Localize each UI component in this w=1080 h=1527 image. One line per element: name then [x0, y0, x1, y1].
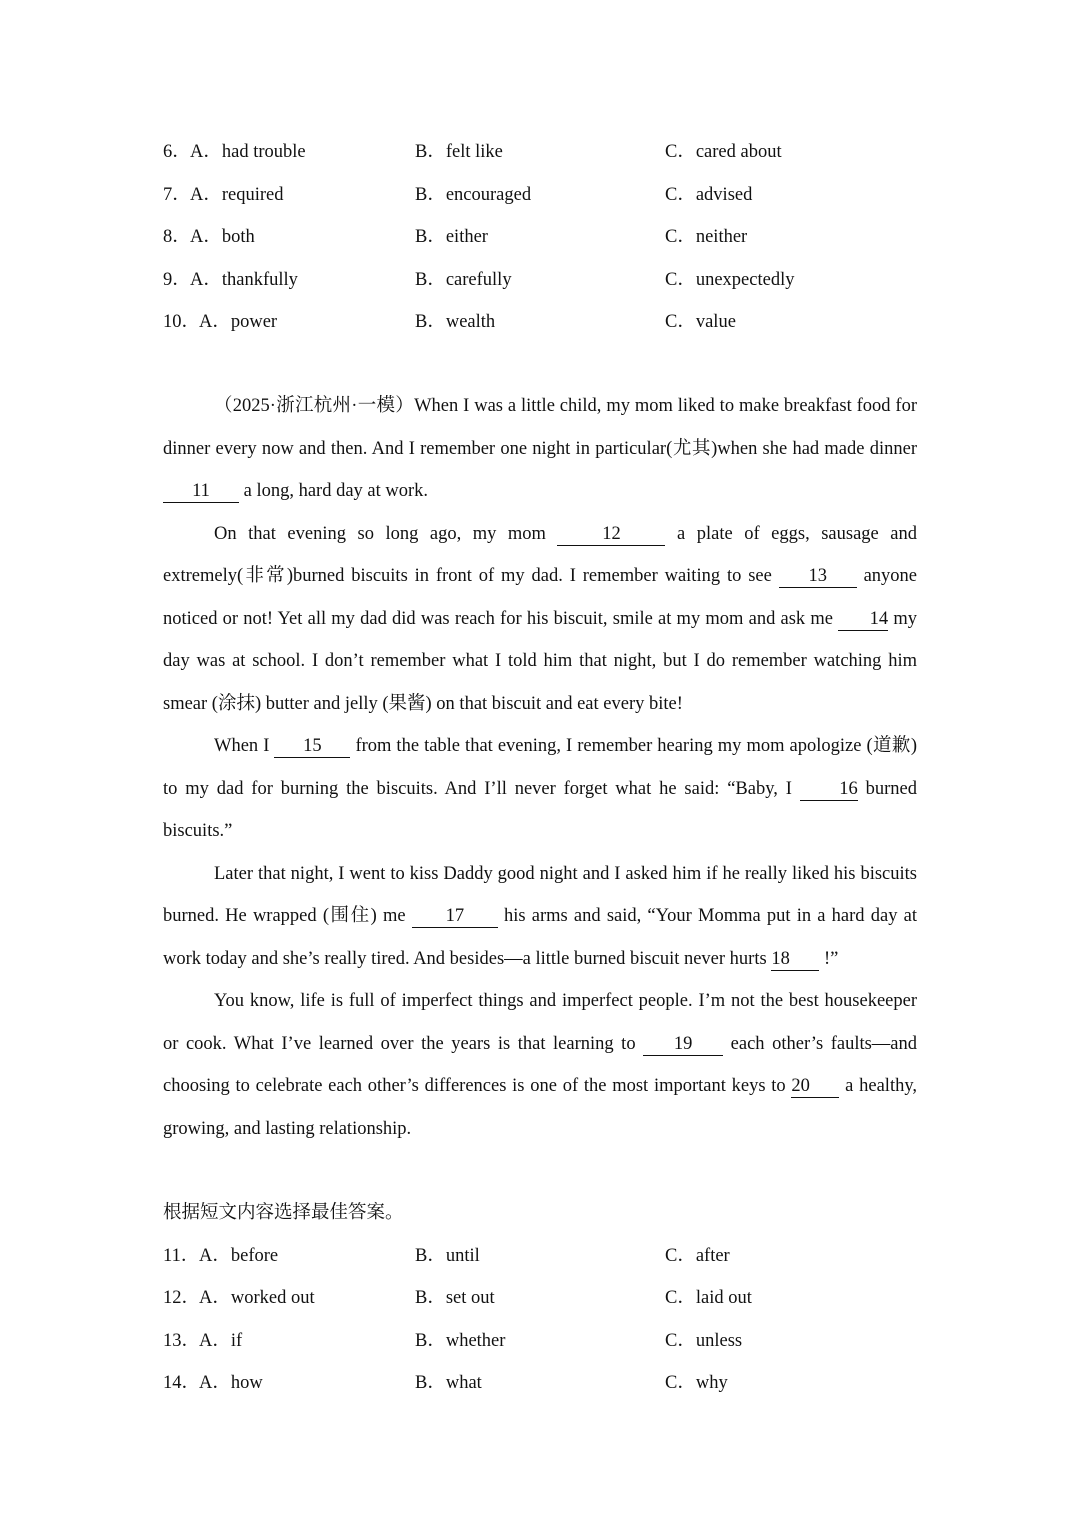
question-row-8 [163, 222, 923, 252]
blank-20: 20 [791, 1075, 839, 1098]
question-row-13 [163, 1326, 923, 1356]
option-c: C．cared about [665, 142, 782, 162]
question-row-10 [163, 307, 923, 337]
paragraph-text: a plate of eggs, sausage and extremely(非常)burned biscuits in front of my dad. I remember waiting to see [163, 523, 917, 586]
paragraph-text: from the table that evening, I remember hearing my mom apologize (道歉) to my dad for burning the biscuits. And I’ll never forget what he said: “Baby, I [163, 736, 917, 799]
option-b: B．whether [415, 1331, 506, 1351]
paragraph-text: anyone noticed or not! Yet all my dad did was reach for his biscuit, smile at my mom and ask me [163, 566, 917, 629]
question-row-12 [163, 1283, 923, 1313]
question-row-9 [163, 265, 923, 295]
cloze-passage [163, 385, 917, 1150]
question-number: 8． [163, 227, 191, 247]
question-row-6 [163, 137, 923, 167]
option-a: A．how [199, 1373, 263, 1393]
option-b: B．felt like [415, 142, 503, 162]
paragraph-text: !” [819, 948, 839, 969]
paragraph-text: my day was at school. I don’t remember what I told him that night, but I do remember watching him smear (涂抹) butter and jelly (果酱) on that biscuit and eat every bite! [163, 608, 918, 714]
question-row-11 [163, 1241, 923, 1271]
option-c: C．value [665, 312, 736, 332]
option-c: C．unexpectedly [665, 270, 795, 290]
paragraph-3 [163, 725, 917, 853]
blank-19: 19 [643, 1033, 723, 1056]
option-c: C．why [665, 1373, 728, 1393]
instruction-text: 根据短文内容选择最佳答案。 [163, 1203, 404, 1223]
question-number: 13． [163, 1331, 201, 1351]
question-number: 12． [163, 1288, 201, 1308]
option-a: A．before [199, 1246, 279, 1266]
question-number: 6． [163, 142, 191, 162]
option-c: C．unless [665, 1331, 743, 1351]
source-label: （2025·浙江杭州·一模） [214, 396, 415, 416]
paragraph-text: a healthy, growing, and lasting relationship. [163, 1076, 918, 1139]
blank-16: 16 [800, 778, 858, 801]
option-b: B．until [415, 1246, 480, 1266]
question-row-7 [163, 180, 923, 210]
paragraph-text: a long, hard day at work. [239, 481, 429, 501]
option-b: B．either [415, 227, 488, 247]
paragraph-4 [163, 853, 917, 981]
question-number: 11． [163, 1246, 200, 1266]
question-number: 14． [163, 1373, 201, 1393]
question-number: 9． [163, 270, 191, 290]
option-a: A．worked out [199, 1288, 315, 1308]
blank-14: 14 [838, 608, 888, 631]
option-c: C．after [665, 1246, 730, 1266]
paragraph-text: burned biscuits.” [163, 778, 917, 841]
option-a: A．required [190, 185, 284, 205]
option-a: A．power [199, 312, 278, 332]
paragraph-text: You know, life is full of imperfect things and imperfect people. I’m not the best housekeeper or cook. What I’ve learned over the years is that learning to [163, 991, 917, 1054]
paragraph-2 [163, 513, 917, 726]
option-a: A．both [190, 227, 255, 247]
blank-12: 12 [557, 523, 665, 546]
paragraph-text: his arms and said, “Your Momma put in a hard day at work today and she’s really tired. And besides—a little burned biscuit never hurts [163, 906, 917, 969]
paragraph-text: Later that night, I went to kiss Daddy good night and I asked him if he really liked his biscuits burned. He wrapped (围住) me [163, 863, 917, 926]
option-b: B．encouraged [415, 185, 532, 205]
option-b: B．what [415, 1373, 482, 1393]
blank-18: 18 [771, 948, 819, 971]
option-b: B．carefully [415, 270, 512, 290]
option-a: A．had trouble [190, 142, 306, 162]
blank-13: 13 [779, 565, 857, 588]
blank-15: 15 [274, 735, 350, 758]
paragraph-text: On that evening so long ago, my mom [214, 523, 558, 544]
question-number: 7． [163, 185, 191, 205]
option-a: A．thankfully [190, 270, 298, 290]
option-c: C．advised [665, 185, 753, 205]
option-b: B．set out [415, 1288, 495, 1308]
question-row-14 [163, 1368, 923, 1398]
paragraph-1 [163, 385, 917, 513]
paragraph-text: each other’s faults—and choosing to celebrate each other’s differences is one of the most important keys to [163, 1033, 918, 1096]
option-b: B．wealth [415, 312, 496, 332]
paragraph-text: When I was a little child, my mom liked to make breakfast food for dinner every now and then. And I remember one night in particular(尤其)when she had made dinner [163, 396, 918, 459]
blank-11: 11 [163, 480, 239, 503]
blank-17: 17 [412, 905, 498, 928]
option-c: C．laid out [665, 1288, 752, 1308]
paragraph-text: When I [214, 736, 275, 756]
option-c: C．neither [665, 227, 748, 247]
paragraph-5 [163, 980, 917, 1150]
question-number: 10． [163, 312, 201, 332]
option-a: A．if [199, 1331, 243, 1351]
